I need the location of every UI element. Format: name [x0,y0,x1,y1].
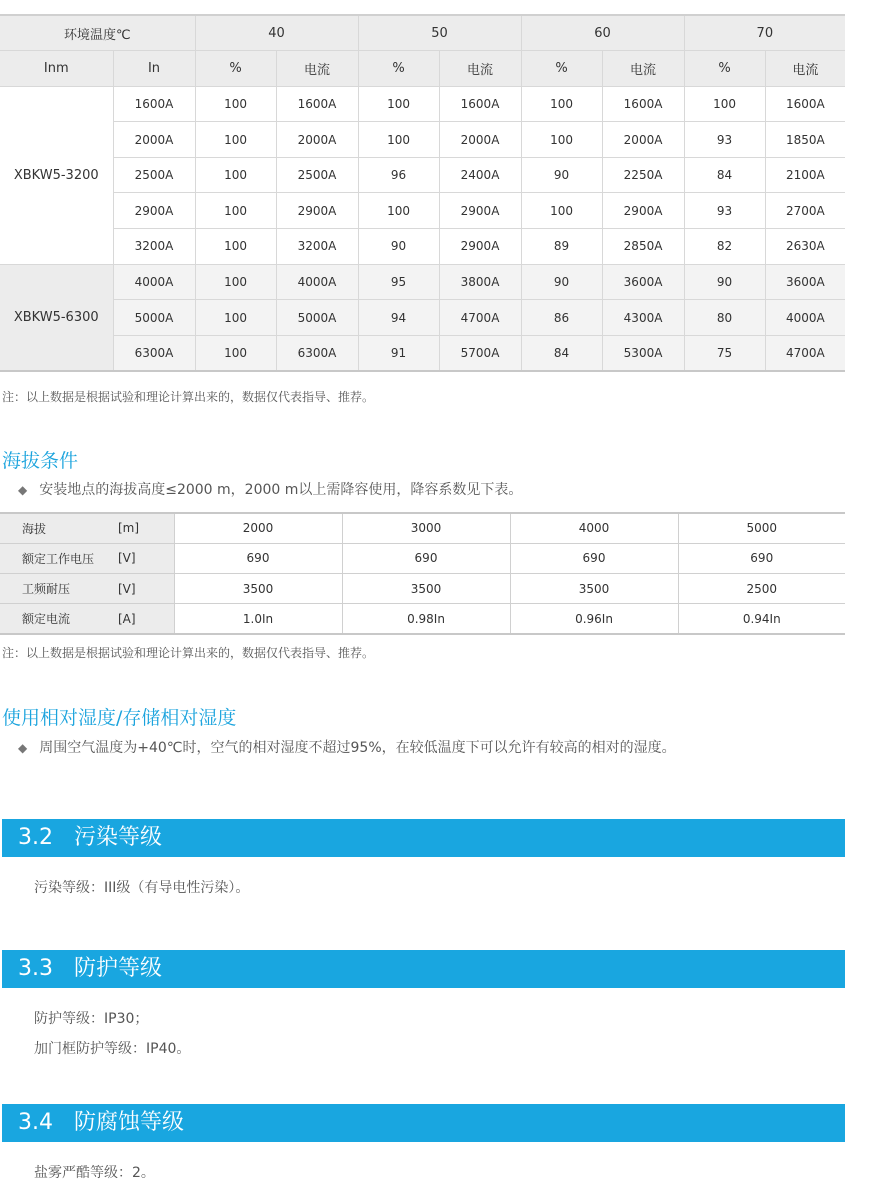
table-cell: 100 [521,122,602,158]
table-row [0,574,845,604]
table-cell: 4700A [439,300,521,336]
table-row [0,543,845,573]
table-cell: 90 [358,229,439,265]
table-cell: 2500A [276,157,358,193]
section-number: 3.4 [18,1110,53,1135]
table-row [0,604,845,634]
altitude-derating-table [0,512,845,635]
section-bar-3-2 [2,819,845,857]
ambient-temp-label: 环境温度℃ [0,15,195,51]
table-row [0,229,845,265]
temp-50: 50 [358,15,521,51]
section-number: 3.2 [18,825,53,850]
table-cell: 95 [358,264,439,300]
section-bar-3-4 [2,1104,845,1142]
inm-header: Inm [0,51,113,87]
table-cell: 91 [358,335,439,371]
table-cell: 100 [195,86,276,122]
row-label: 额定电流 [0,604,110,634]
row-unit: [V] [110,574,174,604]
table-cell: 2500A [113,157,195,193]
in-header: In [113,51,195,87]
section-line: 盐雾严酷等级：2。 [34,1165,155,1179]
table-cell: 4300A [602,300,684,336]
current-header: 电流 [276,51,358,87]
table-cell: 3500 [510,574,678,604]
table-row [0,193,845,229]
table-cell: 82 [684,229,765,265]
table-cell: 100 [358,122,439,158]
table-cell: 2000A [602,122,684,158]
table-cell: 100 [195,229,276,265]
table-cell: 4000A [765,300,845,336]
table-cell: 100 [358,193,439,229]
table-cell: 1850A [765,122,845,158]
table-row [0,335,845,371]
table-cell: 2000 [174,513,342,543]
table-cell: 5700A [439,335,521,371]
table-cell: 100 [195,264,276,300]
table-cell: 690 [174,543,342,573]
temperature-derating-table [0,14,845,372]
table-header-row [0,15,845,51]
humidity-section-title: 使用相对湿度/存储相对湿度 [2,707,237,729]
table-cell: 100 [195,300,276,336]
table-subheader-row [0,51,845,87]
table-cell: 4700A [765,335,845,371]
pct-header: % [684,51,765,87]
altitude-section-title: 海拔条件 [2,450,79,472]
table-cell: 2400A [439,157,521,193]
table-cell: 3600A [765,264,845,300]
table-cell: 6300A [276,335,358,371]
table-cell: 5000A [276,300,358,336]
table-cell: 89 [521,229,602,265]
table-cell: 0.96In [510,604,678,634]
altitude-table-body [0,513,845,634]
section-title: 防腐蚀等级 [74,1110,185,1135]
table-cell: 2900A [439,229,521,265]
table-cell: 100 [195,157,276,193]
note-text: 注：以上数据是根据试验和理论计算出来的，数据仅代表指导、推荐。 [2,390,375,404]
table-cell: 100 [521,193,602,229]
table-cell: 93 [684,193,765,229]
table-cell: 2250A [602,157,684,193]
table-cell: 2700A [765,193,845,229]
table-row [0,264,845,300]
table-cell: 2630A [765,229,845,265]
table-cell: 2500 [678,574,845,604]
table-cell: 0.94In [678,604,845,634]
table-cell: 1600A [439,86,521,122]
table-cell: 4000A [276,264,358,300]
table-cell: 1.0In [174,604,342,634]
table-cell: 84 [684,157,765,193]
table-cell: 690 [678,543,845,573]
section-bar-3-3 [2,950,845,988]
table-cell: 100 [358,86,439,122]
table-cell: 75 [684,335,765,371]
table-row [0,157,845,193]
temperature-table-body [0,86,845,371]
table-cell: 1600A [602,86,684,122]
table-cell: 2000A [276,122,358,158]
diamond-bullet-icon: ◆ [18,483,28,497]
temp-70: 70 [684,15,845,51]
row-label: 额定工作电压 [0,543,110,573]
table-cell: 3600A [602,264,684,300]
table-cell: 100 [195,122,276,158]
altitude-bullet [18,479,522,499]
row-label: 工频耐压 [0,574,110,604]
table-cell: 2000A [113,122,195,158]
row-label: 海拔 [0,513,110,543]
table-cell: 100 [195,193,276,229]
table-cell: 6300A [113,335,195,371]
table-cell: 1600A [276,86,358,122]
table-cell: 1600A [765,86,845,122]
row-unit: [A] [110,604,174,634]
table-cell: 100 [684,86,765,122]
altitude-bullet-text: 安装地点的海拔高度≤2000 m，2000 m以上需降容使用，降容系数见下表。 [39,482,523,498]
table-row [0,300,845,336]
table-cell: 80 [684,300,765,336]
table-cell: 2900A [113,193,195,229]
table-cell: 2900A [276,193,358,229]
section-line: 防护等级：IP30； [34,1011,149,1027]
table-cell: 100 [521,86,602,122]
section-number: 3.3 [18,956,53,981]
table-cell: 2900A [602,193,684,229]
pct-header: % [521,51,602,87]
note-text: 注：以上数据是根据试验和理论计算出来的，数据仅代表指导、推荐。 [2,646,375,660]
table-cell: 3800A [439,264,521,300]
table-cell: 100 [195,335,276,371]
humidity-bullet [18,737,676,757]
table-cell: 690 [510,543,678,573]
table-cell: 690 [342,543,510,573]
table-cell: 96 [358,157,439,193]
model-cell: XBKW5-3200 [0,86,113,264]
table-cell: 5000A [113,300,195,336]
table-row [0,122,845,158]
table-cell: 3200A [276,229,358,265]
pct-header: % [195,51,276,87]
row-unit: [V] [110,543,174,573]
section-line: 污染等级：III级（有导电性污染）。 [34,880,250,896]
current-header: 电流 [602,51,684,87]
table-cell: 3500 [342,574,510,604]
row-unit: [m] [110,513,174,543]
temp-40: 40 [195,15,358,51]
table-cell: 2100A [765,157,845,193]
table-cell: 93 [684,122,765,158]
table-cell: 94 [358,300,439,336]
table-cell: 2000A [439,122,521,158]
table-cell: 2900A [439,193,521,229]
table-cell: 4000 [510,513,678,543]
table-cell: 3500 [174,574,342,604]
table-cell: 3000 [342,513,510,543]
table-cell: 90 [521,264,602,300]
table-cell: 5000 [678,513,845,543]
table-cell: 1600A [113,86,195,122]
table-cell: 4000A [113,264,195,300]
section-title: 防护等级 [74,956,163,981]
section-title: 污染等级 [74,825,163,850]
temp-60: 60 [521,15,684,51]
table-cell: 84 [521,335,602,371]
table-cell: 90 [684,264,765,300]
diamond-bullet-icon: ◆ [18,741,28,755]
pct-header: % [358,51,439,87]
table-row [0,513,845,543]
section-line: 加门框防护等级：IP40。 [34,1041,191,1057]
table-cell: 2850A [602,229,684,265]
table-cell: 3200A [113,229,195,265]
current-header: 电流 [439,51,521,87]
table-cell: 0.98In [342,604,510,634]
table-cell: 5300A [602,335,684,371]
table-row [0,86,845,122]
table-cell: 90 [521,157,602,193]
table-cell: 86 [521,300,602,336]
current-header: 电流 [765,51,845,87]
humidity-bullet-text: 周围空气温度为+40℃时，空气的相对湿度不超过95%，在较低温度下可以允许有较高的相对的湿度。 [39,740,676,756]
model-cell: XBKW5-6300 [0,264,113,371]
